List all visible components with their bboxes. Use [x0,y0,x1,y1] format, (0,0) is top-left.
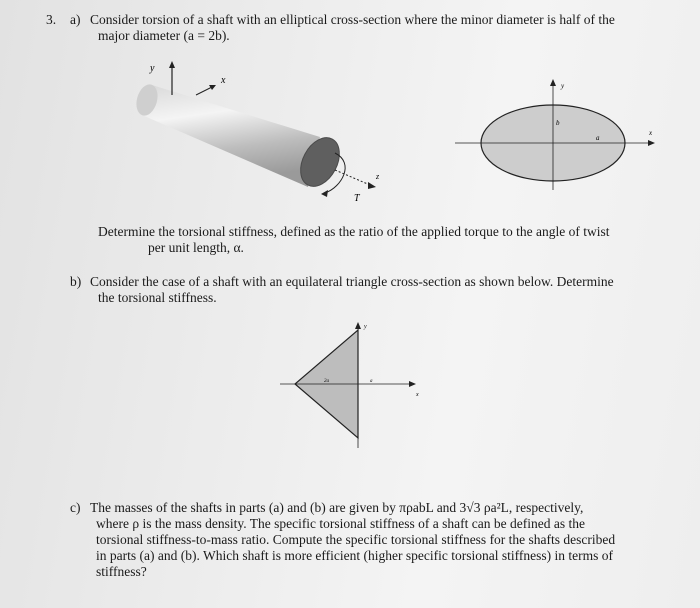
part-a-label: a) [70,12,81,27]
part-a-question-line2: per unit length, α. [148,240,244,255]
ellipse-y-arrowhead [550,79,556,86]
triangle-cross-section-figure [280,318,430,453]
part-c-label: c) [70,500,81,515]
part-a-line1: Consider torsion of a shaft with an elliptical cross-section where the minor diameter is half of the [90,12,615,27]
shaft-torque-label: T [354,193,360,204]
ellipse-x-arrowhead [648,140,655,146]
triangle-2a-label: 2a [324,379,329,384]
ellipse-x-label: x [649,129,653,137]
part-b-line2: the torsional stiffness. [98,290,217,305]
part-b-label: b) [70,274,82,289]
problem-number: 3. [46,12,57,27]
shaft-figure [130,55,390,205]
part-b-line1: Consider the case of a shaft with an equilateral triangle cross-section as shown below. Determine [90,274,614,289]
z-arrowhead [368,182,376,189]
ellipse-a-label: a [596,134,600,142]
part-a-question-line1: Determine the torsional stiffness, defined as the ratio of the applied torque to the angle of twist [98,224,610,239]
shaft-body [142,85,320,187]
triangle-x-arrowhead [409,381,416,387]
triangle-a-label: a [370,379,373,384]
y-arrowhead [169,61,175,68]
shaft-x-label: x [221,75,226,86]
part-c-line5: stiffness? [96,564,147,579]
triangle-x-label: x [416,392,419,398]
ellipse-y-label: y [561,82,565,90]
triangle-y-label: y [364,324,367,330]
triangle-y-arrowhead [355,322,361,329]
z-axis [335,170,370,185]
part-c-line3: torsional stiffness-to-mass ratio. Compute the specific torsional stiffness for the shafts described [96,532,616,547]
ellipse-b-label: b [556,119,560,127]
torque-arrowhead [321,190,328,197]
part-c-line4: in parts (a) and (b). Which shaft is more efficient (higher specific torsional stiffness) in terms of [96,548,613,563]
part-c-line1: The masses of the shafts in parts (a) and (b) are given by πρabL and 3√3 ρa²L, respectively, [90,500,584,515]
shaft-z-label: z [376,172,380,181]
part-a-line2: major diameter (a = 2b). [98,28,230,43]
part-c-line2: where ρ is the mass density. The specific torsional stiffness of a shaft can be defined as the [96,516,585,531]
x-axis [196,87,212,95]
shaft-y-label: y [150,63,155,74]
ellipse-cross-section-figure [455,75,665,190]
